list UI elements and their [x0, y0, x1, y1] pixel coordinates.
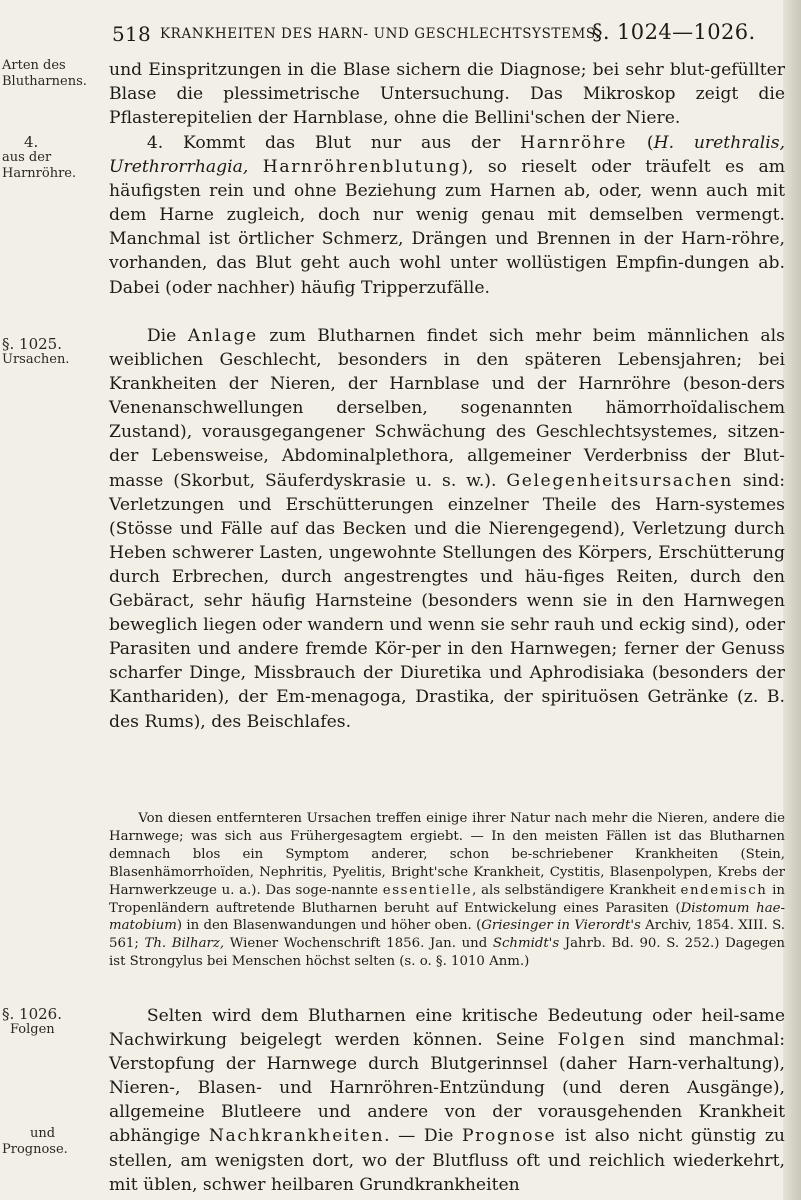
- text-run: [248, 157, 262, 177]
- margin-number: 4.: [24, 133, 39, 151]
- running-title: KRANKHEITEN DES HARN- UND GESCHLECHTSYSTEMS.: [160, 26, 601, 42]
- spaced-term: essentielle: [382, 882, 473, 898]
- text-run: sind: Verletzungen und Erschütterungen einzelner Theile des Harn-systemes (Stösse und Fälle auf das Becken und die Nierengegend), Verletzung durch Heben schwerer Lasten, ungewohnte Stellungen des Körpers, Erschütterung durch Erbrechen, durch angestrengtes und häu-figes Reiten, durch den Gebäract, sehr häufig Harnsteine (besonders wenn sie in den Harnwegen beweglich liegen oder wandern und wenn sie sehr rauh und eckig sind), oder Parasiten und andere fremde Kör-per in den Harnwegen; ferner der Genuss scharfer Dinge, Missbrauch der Diuretika und Aphrodisiaka (besonders der Kanthariden), der Em-menagoga, Drastika, der spirituösen Getränke (z. B. des Rums), des Beischlafes.: [109, 470, 785, 732]
- latin-term: H. urethralis, Urethrorrhagia,: [109, 133, 786, 178]
- paragraph-text: und Einspritzungen in die Blase sichern die Diagnose; bei sehr blut-gefüllter Blase die plessimetrische Untersuchung. Das Mikroskop zeigt die Pflasterepitelien der Harnblase, ohne die Bellini'schen der Niere.: [109, 60, 785, 129]
- margin-text: Ursachen.: [2, 352, 70, 367]
- margin-note-folgen: [2, 1006, 94, 1038]
- margin-text: Harnröhre.: [2, 166, 77, 181]
- margin-text: Arten des: [2, 58, 66, 73]
- section-range: §. 1024—1026.: [592, 20, 756, 44]
- margin-text: Blutharnens.: [2, 74, 87, 89]
- text-run: . — Die: [384, 1126, 462, 1147]
- text-run: Jahrb. Bd. 90. S. 252.) Dagegen ist Strongylus bei Menschen höchst selten (s. o. §. 1010 Anm.): [109, 936, 785, 970]
- text-run: Von diesen entfernteren Ursachen treffen einige ihrer Natur nach mehr die Nieren, andere die Harnwege; was sich aus Frühergesagtem ergiebt. — In den meisten Fällen ist das Blutharnen demnach blos ein Symptom anderer, schon be-schriebener Krankheiten (Stein, Blasenhämorrhoïden, Nephritis, Pyelitis, Bright'sche Krankheit, Cystitis, Blasenpolypen, Krebs der Harnwerkzeuge u. a.). Das soge-nannte: [109, 811, 785, 898]
- text-run: Wiener Wochenschrift 1856. Jan. und: [224, 936, 493, 952]
- paragraph-diagnosis: [109, 58, 785, 130]
- margin-text: aus der: [2, 150, 52, 165]
- spaced-term: Harnröhre: [520, 133, 628, 153]
- spaced-term: Nachkrankheiten: [208, 1126, 385, 1147]
- paragraph-text: [109, 324, 785, 734]
- page-number: 518: [112, 22, 152, 46]
- text-run: 4. Kommt das Blut nur aus der: [146, 133, 521, 153]
- paragraph-folgen: [109, 1004, 785, 1197]
- text-run: , als selbständigere Krankheit: [472, 882, 681, 898]
- latin-term: Distomum hae-matobium: [109, 900, 785, 934]
- text-run: Die: [146, 326, 188, 346]
- paragraph-text: [109, 1004, 785, 1197]
- footnote-text: [109, 810, 785, 971]
- citation-author: Th. Bilharz,: [144, 936, 225, 952]
- spaced-term: Prognose: [461, 1126, 557, 1147]
- text-run: zum Blutharnen findet sich mehr beim männlichen als weiblichen Geschlecht, besonders in den späteren Lebensjahren; bei Krankheiten der Nieren, der Harnblase und der Harnröhre (beson-ders Venenanschwellungen derselben, sogenannten hämorrhoïdalischem Zustand), vorausgegangener Schwächung des Geschlechtsystemes, sitzen-der Lebensweise, Abdominalplethora, allgemeiner Verderbniss der Blut-masse (Skorbut, Säuferdyskrasie u. s. w.).: [109, 326, 785, 491]
- text-run: ) in den Blasenwandungen und höher oben. (: [176, 918, 482, 934]
- paragraph-harnroehrenblutung: [109, 131, 785, 300]
- text-run: in Tropenländern auftretende Blutharnen beruht auf Entwickelung eines Parasiten (: [109, 882, 785, 916]
- text-run: Archiv, 1854. XIII. S. 561;: [109, 918, 786, 952]
- spaced-term: Anlage: [187, 326, 258, 346]
- spaced-term: Folgen: [557, 1030, 627, 1051]
- text-run: ist also nicht günstig zu stellen, am wenigsten dort, wo der Blutfluss oft und reichlich wiederkehrt, mit üblen, schwer heilbaren Grundkrankheiten: [109, 1126, 785, 1195]
- margin-text: und: [30, 1126, 56, 1141]
- margin-text: Prognose.: [2, 1142, 68, 1157]
- running-header: [92, 22, 761, 54]
- citation-author: Griesinger in Vierordt's: [481, 918, 641, 934]
- text-run: ), so rieselt oder träufelt es am häufigsten rein und ohne Beziehung zum Harnen ab, oder, wenn auch mit dem Harne zugleich, doch nur wenig genau mit demselben vermengt. Manchmal ist örtlicher Schmerz, Drängen und Brennen in der Harn-röhre, vorhanden, das Blut geht auch wohl unter wollüstigen Empfin-dungen ab. Dabei (oder nachher) häufig Tripperzufälle.: [109, 157, 785, 298]
- paragraph-text: [109, 131, 785, 300]
- page-edge: [783, 0, 801, 1200]
- margin-note-harnroehre: [2, 134, 94, 182]
- margin-note-ursachen: [2, 336, 94, 368]
- text-run: (: [627, 133, 654, 153]
- margin-number: §. 1026.: [2, 1005, 62, 1023]
- spaced-term: Harnröhrenblutung: [262, 157, 462, 178]
- margin-note-prognose: [2, 1126, 94, 1158]
- margin-number: §. 1025.: [2, 335, 62, 353]
- text-run: sind manchmal: Verstopfung der Harnwege durch Blutgerinnsel (daher Harn-verhaltung), Nieren-, Blasen- und Harnröhren-Entzündung (und deren Ausgänge), allgemeine Blutleere und andere von der vorausgehenden Krankheit abhängige: [109, 1030, 785, 1147]
- margin-note-arten: [2, 58, 94, 90]
- spaced-term: endemisch: [680, 882, 768, 898]
- text-run: Selten wird dem Blutharnen eine kritische Bedeutung oder heil-same Nachwirkung beigelegt werden können. Seine: [109, 1006, 785, 1051]
- spaced-term: Gelegenheitsursachen: [506, 470, 733, 491]
- footnote-block: [109, 810, 785, 971]
- citation-author: Schmidt's: [492, 936, 560, 952]
- paragraph-ursachen: [109, 324, 785, 734]
- margin-text: Folgen: [10, 1022, 55, 1037]
